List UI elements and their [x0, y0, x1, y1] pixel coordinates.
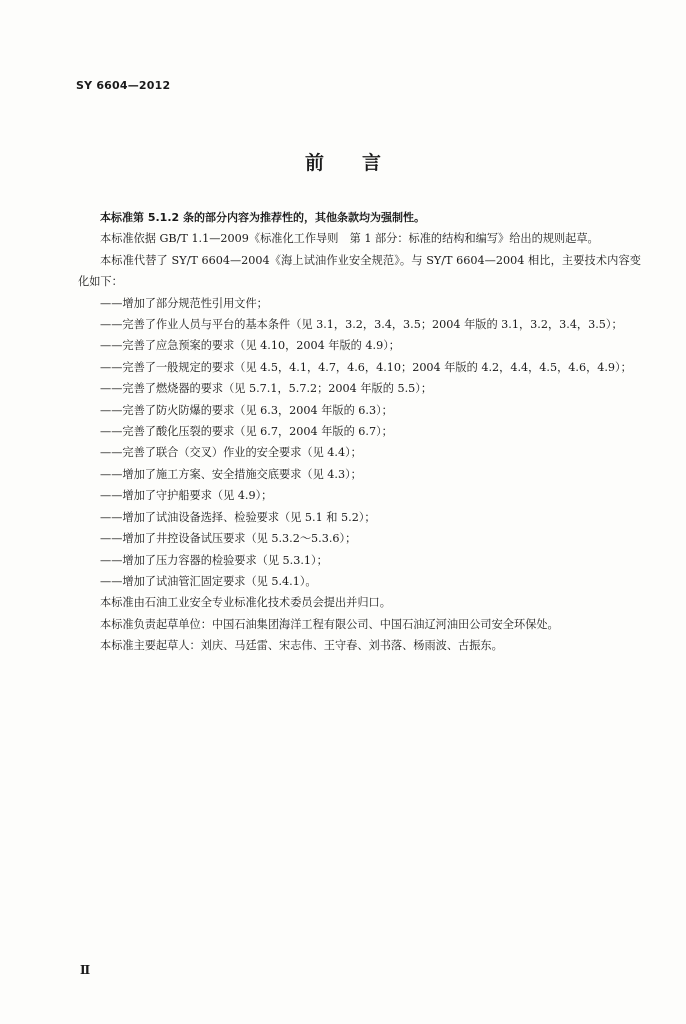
paragraph-drafting-rules: 本标准依据 GB/T 1.1—2009《标准化工作导则 第 1 部分：标准的结构和编写》给出的规则起草。	[100, 232, 599, 246]
page-number: Ⅱ	[80, 963, 91, 977]
title-char-2: 言	[362, 152, 382, 174]
paragraph-replacement: 本标准代替了 SY/T 6604—2004《海上试油作业安全规范》。与 SY/T 6604—2004 相比，主要技术内容变化如下：	[78, 253, 641, 289]
paragraph-normative-statement: 本标准第 5.1.2 条的部分内容为推荐性的，其他条款均为强制性。	[100, 211, 425, 224]
paragraph-drafting-units: 本标准负责起草单位：中国石油集团海洋工程有限公司、中国石油辽河油田公司安全环保处。	[100, 617, 559, 631]
list-item: ——增加了试油设备选择、检验要求（见 5.1 和 5.2）；	[100, 510, 376, 524]
title-char-1: 前	[304, 152, 324, 174]
list-item: ——完善了防火防爆的要求（见 6.3，2004 年版的 6.3）；	[100, 403, 393, 417]
list-item: ——完善了酸化压裂的要求（见 6.7，2004 年版的 6.7）；	[100, 425, 393, 439]
standard-code: SY 6604—2012	[76, 79, 171, 92]
list-item: ——增加了施工方案、安全措施交底要求（见 4.3）；	[100, 467, 362, 481]
list-item: ——增加了部分规范性引用文件；	[100, 296, 268, 310]
paragraph-drafters: 本标准主要起草人：刘庆、马廷雷、宋志伟、王守春、刘书落、杨雨波、古振东。	[100, 639, 503, 653]
list-item: ——增加了井控设备试压要求（见 5.3.2～5.3.6）；	[100, 532, 357, 546]
list-item: ——增加了守护船要求（见 4.9）；	[100, 489, 273, 503]
list-item: ——完善了燃烧器的要求（见 5.7.1，5.7.2；2004 年版的 5.5）；	[100, 382, 433, 396]
list-item: ——完善了联合（交叉）作业的安全要求（见 4.4）；	[100, 446, 362, 460]
list-item: ——完善了一般规定的要求（见 4.5，4.1，4.7，4.6，4.10；2004 年版的 4.2，4.4，4.5，4.6，4.9）；	[100, 360, 632, 374]
section-title	[0, 148, 686, 175]
foreword-body	[78, 207, 641, 657]
changes-list	[78, 293, 641, 593]
paragraph-proposer: 本标准由石油工业安全专业标准化技术委员会提出并归口。	[100, 596, 391, 610]
list-item: ——增加了试油管汇固定要求（见 5.4.1）。	[100, 574, 317, 588]
list-item: ——增加了压力容器的检验要求（见 5.3.1）；	[100, 553, 328, 567]
list-item: ——完善了作业人员与平台的基本条件（见 3.1，3.2，3.4，3.5；2004 年版的 3.1，3.2，3.4，3.5）；	[100, 318, 623, 332]
list-item: ——完善了应急预案的要求（见 4.10，2004 年版的 4.9）；	[100, 339, 400, 353]
